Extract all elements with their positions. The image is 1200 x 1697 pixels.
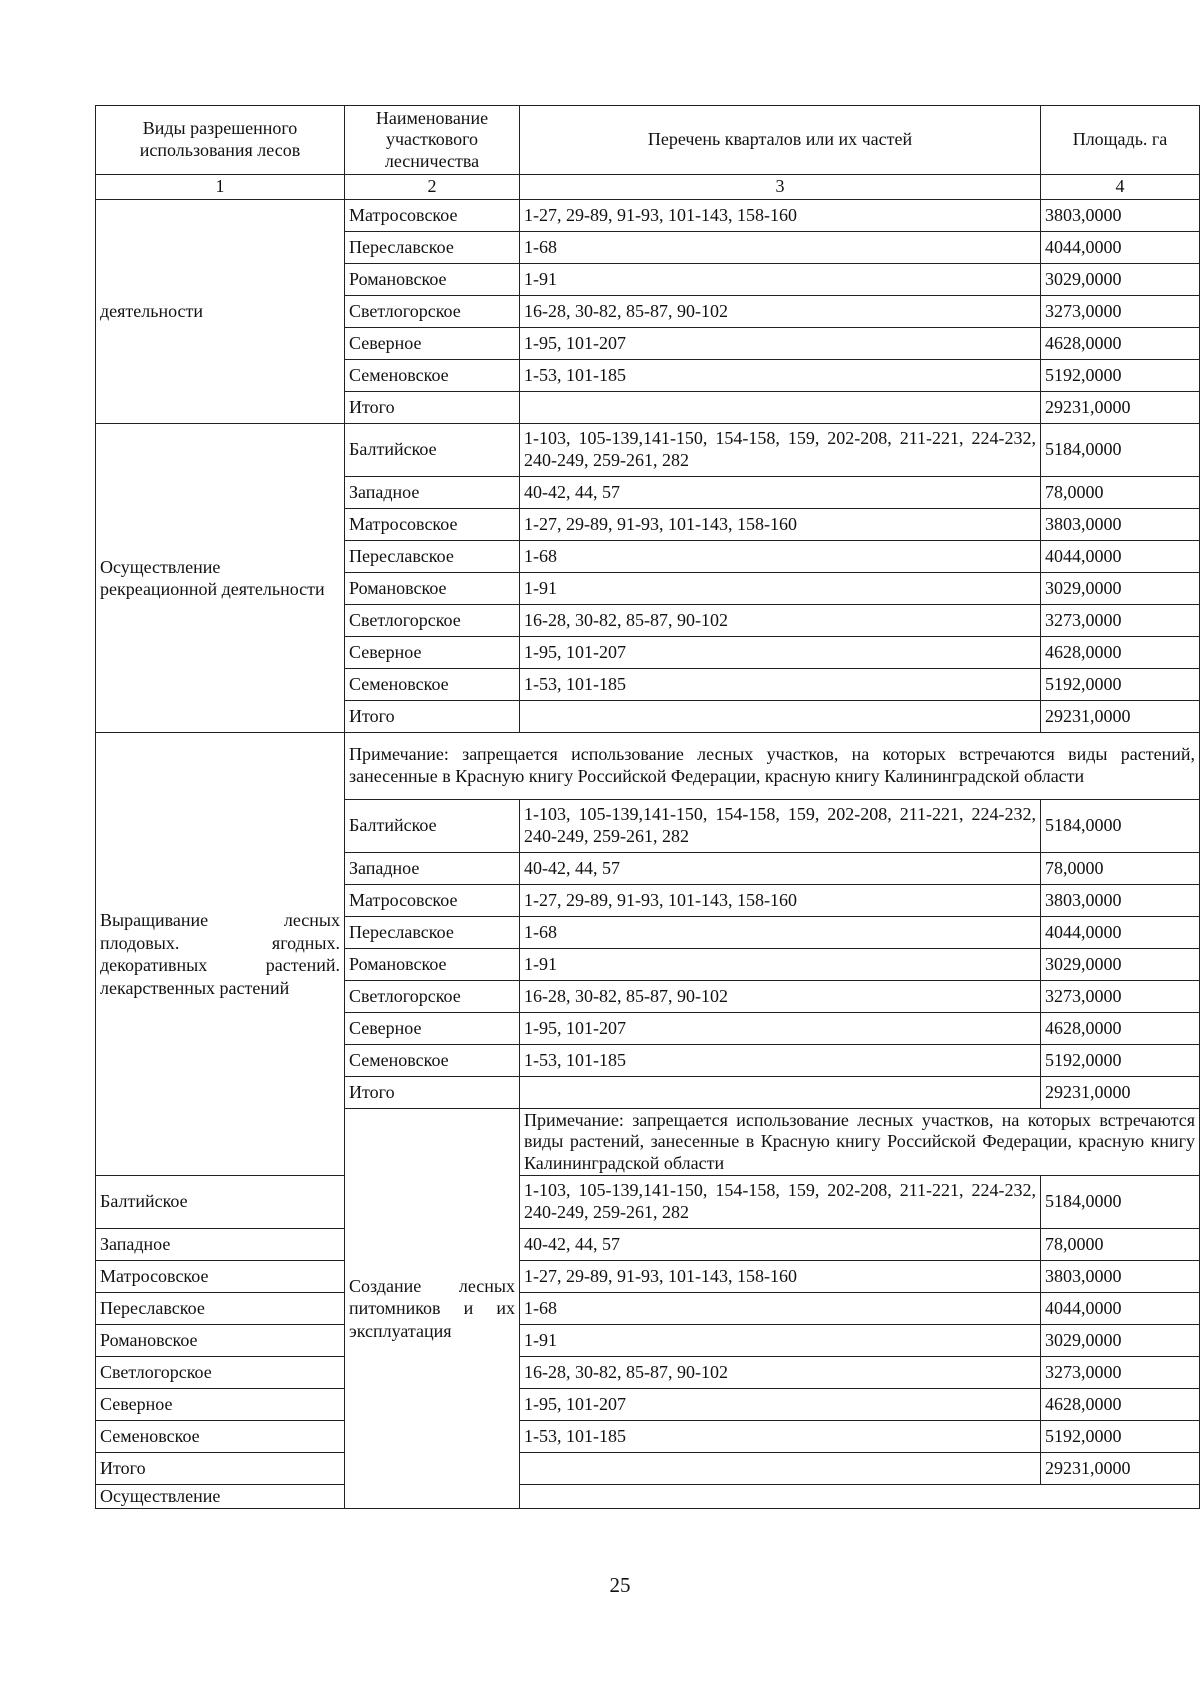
area-value: 4628,0000: [1041, 1389, 1200, 1421]
forestry-name: Матросовское: [345, 200, 520, 232]
forestry-name: Семеновское: [345, 1045, 520, 1077]
area-value: 4044,0000: [1041, 1293, 1200, 1325]
quarters-list: 1-68: [520, 232, 1041, 264]
header-quarters-list: Перечень кварталов или их частей: [520, 106, 1041, 175]
total-quarters-empty: [520, 1453, 1041, 1485]
page-number: 25: [609, 1573, 631, 1597]
column-number-row: [96, 175, 1200, 200]
forestry-name: Северное: [345, 637, 520, 669]
area-value: 5184,0000: [1041, 424, 1200, 477]
total-label: Итого: [345, 392, 520, 424]
total-label: Итого: [96, 1453, 345, 1485]
forestry-name: Матросовское: [345, 509, 520, 541]
area-value: 4628,0000: [1041, 637, 1200, 669]
forestry-name: Романовское: [96, 1325, 345, 1357]
forestry-name: Балтийское: [96, 1176, 345, 1229]
quarters-list: 1-95, 101-207: [520, 1389, 1041, 1421]
table-header-row: [96, 106, 1200, 175]
area-value: 3273,0000: [1041, 1357, 1200, 1389]
quarters-list: 1-27, 29-89, 91-93, 101-143, 158-160: [520, 509, 1041, 541]
quarters-list: 16-28, 30-82, 85-87, 90-102: [520, 981, 1041, 1013]
total-label: Итого: [345, 701, 520, 733]
header-area: Площадь. га: [1041, 106, 1200, 175]
forestry-name: Западное: [96, 1229, 345, 1261]
table-row: [96, 1261, 1200, 1293]
empty-cell: [520, 1485, 1200, 1509]
forest-use-table: [95, 105, 1200, 1509]
column-number: 1: [96, 175, 345, 200]
quarters-list: 40-42, 44, 57: [520, 477, 1041, 509]
total-quarters-empty: [520, 392, 1041, 424]
area-value: 4044,0000: [1041, 917, 1200, 949]
area-value: 5184,0000: [1041, 1176, 1200, 1229]
use-category: Осуществление: [96, 1485, 345, 1509]
forestry-name: Переславское: [96, 1293, 345, 1325]
forestry-name: Западное: [345, 853, 520, 885]
area-value: 5192,0000: [1041, 669, 1200, 701]
total-area: 29231,0000: [1041, 701, 1200, 733]
total-quarters-empty: [520, 1077, 1041, 1109]
forestry-name: Северное: [345, 1013, 520, 1045]
forestry-name: Балтийское: [345, 424, 520, 477]
column-number: 2: [345, 175, 520, 200]
note-text: Примечание: запрещается использование лесных участков, на которых встречаются виды растений, занесенные в Красную книгу Российской Федерации, красную книгу Калининградской области: [345, 733, 1200, 800]
forestry-name: Светлогорское: [345, 296, 520, 328]
quarters-list: 1-103, 105-139,141-150, 154-158, 159, 202-208, 211-221, 224-232, 240-249, 259-261, 282: [520, 424, 1041, 477]
forestry-name: Семеновское: [345, 360, 520, 392]
forestry-name: Романовское: [345, 949, 520, 981]
table-row: [96, 1357, 1200, 1389]
quarters-list: 1-91: [520, 949, 1041, 981]
area-value: 3029,0000: [1041, 573, 1200, 605]
quarters-list: 1-91: [520, 573, 1041, 605]
use-category: Осуществление рекреационной деятельности: [96, 424, 345, 733]
quarters-list: 16-28, 30-82, 85-87, 90-102: [520, 605, 1041, 637]
forestry-name: Светлогорское: [345, 981, 520, 1013]
header-use-types: Виды разрешенного использования лесов: [96, 106, 345, 175]
column-number: 3: [520, 175, 1041, 200]
quarters-list: 1-95, 101-207: [520, 1013, 1041, 1045]
quarters-list: 1-27, 29-89, 91-93, 101-143, 158-160: [520, 1261, 1041, 1293]
forestry-name: Северное: [345, 328, 520, 360]
area-value: 3029,0000: [1041, 1325, 1200, 1357]
note-text: Примечание: запрещается использование лесных участков, на которых встречаются виды растений, занесенные в Красную книгу Российской Федерации, красную книгу Калининградской области: [520, 1109, 1200, 1176]
quarters-list: 1-68: [520, 1293, 1041, 1325]
quarters-list: 1-68: [520, 917, 1041, 949]
area-value: 3029,0000: [1041, 949, 1200, 981]
area-value: 4628,0000: [1041, 328, 1200, 360]
area-value: 5192,0000: [1041, 1421, 1200, 1453]
forestry-name: Западное: [345, 477, 520, 509]
area-value: 5192,0000: [1041, 360, 1200, 392]
area-value: 3803,0000: [1041, 200, 1200, 232]
quarters-list: 1-95, 101-207: [520, 328, 1041, 360]
quarters-list: 40-42, 44, 57: [520, 1229, 1041, 1261]
quarters-list: 16-28, 30-82, 85-87, 90-102: [520, 296, 1041, 328]
area-value: 78,0000: [1041, 1229, 1200, 1261]
quarters-list: 1-53, 101-185: [520, 669, 1041, 701]
area-value: 3803,0000: [1041, 885, 1200, 917]
area-value: 3803,0000: [1041, 509, 1200, 541]
quarters-list: 1-95, 101-207: [520, 637, 1041, 669]
quarters-list: 1-91: [520, 264, 1041, 296]
quarters-list: 1-53, 101-185: [520, 360, 1041, 392]
quarters-list: 1-103, 105-139,141-150, 154-158, 159, 202-208, 211-221, 224-232, 240-249, 259-261, 282: [520, 1176, 1041, 1229]
area-value: 5184,0000: [1041, 800, 1200, 853]
quarters-list: 16-28, 30-82, 85-87, 90-102: [520, 1357, 1041, 1389]
quarters-list: 1-27, 29-89, 91-93, 101-143, 158-160: [520, 200, 1041, 232]
forestry-name: Семеновское: [96, 1421, 345, 1453]
table-row: [96, 1421, 1200, 1453]
header-forestry-name: Наименование участкового лесничества: [345, 106, 520, 175]
area-value: 4628,0000: [1041, 1013, 1200, 1045]
total-label: Итого: [345, 1077, 520, 1109]
table-row: [96, 1293, 1200, 1325]
table-row: [96, 1485, 1200, 1509]
area-value: 4044,0000: [1041, 541, 1200, 573]
area-value: 3273,0000: [1041, 605, 1200, 637]
note-row: [96, 733, 1200, 800]
area-value: 5192,0000: [1041, 1045, 1200, 1077]
forestry-name: Романовское: [345, 264, 520, 296]
area-value: 3273,0000: [1041, 981, 1200, 1013]
forestry-name: Переславское: [345, 917, 520, 949]
forestry-name: Романовское: [345, 573, 520, 605]
area-value: 3273,0000: [1041, 296, 1200, 328]
quarters-list: 1-53, 101-185: [520, 1421, 1041, 1453]
use-category: Выращивание лесных плодовых. ягодных. декоративных растений. лекарственных растений: [96, 733, 345, 1176]
forestry-name: Северное: [96, 1389, 345, 1421]
forestry-name: Балтийское: [345, 800, 520, 853]
quarters-list: 1-91: [520, 1325, 1041, 1357]
forestry-name: Матросовское: [96, 1261, 345, 1293]
use-category: Создание лесных питомников и их эксплуатация: [345, 1109, 520, 1509]
quarters-list: 1-27, 29-89, 91-93, 101-143, 158-160: [520, 885, 1041, 917]
total-area: 29231,0000: [1041, 392, 1200, 424]
total-area: 29231,0000: [1041, 1077, 1200, 1109]
quarters-list: 40-42, 44, 57: [520, 853, 1041, 885]
table-row: [96, 1176, 1200, 1229]
area-value: 3803,0000: [1041, 1261, 1200, 1293]
total-quarters-empty: [520, 701, 1041, 733]
quarters-list: 1-103, 105-139,141-150, 154-158, 159, 202-208, 211-221, 224-232, 240-249, 259-261, 282: [520, 800, 1041, 853]
column-number: 4: [1041, 175, 1200, 200]
table-row: [96, 1229, 1200, 1261]
total-row: [96, 1453, 1200, 1485]
area-value: 3029,0000: [1041, 264, 1200, 296]
quarters-list: 1-68: [520, 541, 1041, 573]
table-row: [96, 1389, 1200, 1421]
table-row: [96, 1325, 1200, 1357]
area-value: 78,0000: [1041, 477, 1200, 509]
area-value: 78,0000: [1041, 853, 1200, 885]
forestry-name: Матросовское: [345, 885, 520, 917]
table-row: [96, 200, 1200, 232]
forestry-name: Переславское: [345, 541, 520, 573]
area-value: 4044,0000: [1041, 232, 1200, 264]
total-area: 29231,0000: [1041, 1453, 1200, 1485]
quarters-list: 1-53, 101-185: [520, 1045, 1041, 1077]
forestry-name: Светлогорское: [96, 1357, 345, 1389]
forestry-name: Семеновское: [345, 669, 520, 701]
table-row: [96, 424, 1200, 477]
forestry-name: Переславское: [345, 232, 520, 264]
use-category: деятельности: [96, 200, 345, 424]
forestry-name: Светлогорское: [345, 605, 520, 637]
